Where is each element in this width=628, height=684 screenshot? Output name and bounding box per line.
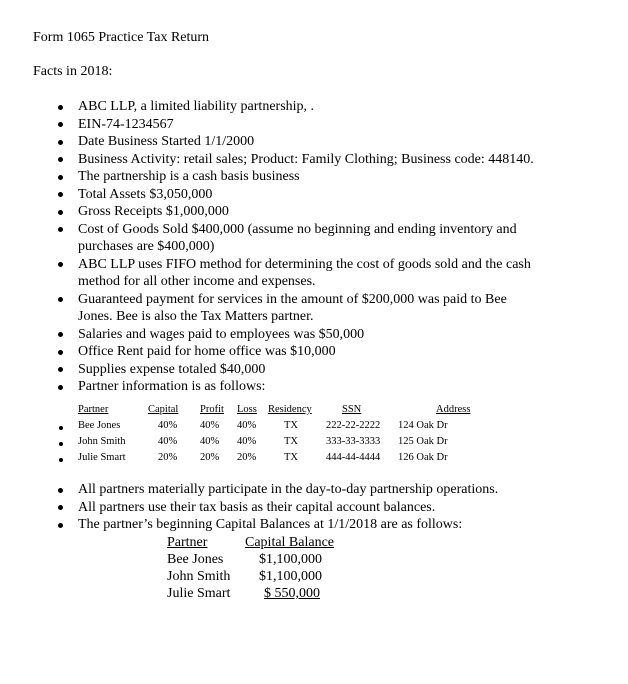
header-residency: Residency	[268, 404, 312, 415]
cap-row-balance: $ 550,000	[264, 586, 320, 601]
fact-item: The partner’s beginning Capital Balances at 1/1/2018 are as follows:	[0, 516, 628, 534]
cap-header-balance: Capital Balance	[245, 535, 335, 550]
fact-text: Guaranteed payment for services in the amount of $200,000 was paid to Bee Jones. Bee is also the Tax Matters partner.	[78, 291, 507, 324]
bullet-icon	[59, 426, 63, 430]
cap-row-partner: Julie Smart	[167, 586, 231, 601]
fact-item	[0, 291, 628, 326]
fact-item: EIN-74-1234567	[0, 116, 628, 134]
facts-after-list	[0, 481, 628, 534]
document-title: Form 1065 Practice Tax Return	[33, 30, 210, 45]
cell-capital: 40%	[158, 436, 178, 447]
cell-residency: TX	[284, 436, 298, 447]
cell-profit: 40%	[200, 436, 220, 447]
fact-item	[0, 221, 628, 256]
fact-item: All partners materially participate in the day-to-day partnership operations.	[0, 481, 628, 499]
bullet-icon	[59, 458, 63, 462]
partner-table-header	[0, 404, 628, 420]
fact-item: Total Assets $3,050,000	[0, 186, 628, 204]
cell-capital: 40%	[158, 420, 178, 431]
header-address: Address	[436, 404, 471, 415]
bullet-icon	[59, 442, 63, 446]
cell-ssn: 444-44-4444	[326, 452, 381, 463]
table-row	[0, 420, 628, 436]
cap-row-balance: $1,100,000	[259, 552, 322, 567]
facts-list	[0, 98, 628, 396]
fact-text: ABC LLP uses FIFO method for determining the cost of goods sold and the cash method for all other income and expenses.	[78, 256, 531, 289]
cell-partner: Bee Jones	[78, 420, 121, 431]
cell-address: 125 Oak Dr	[398, 436, 448, 447]
cell-profit: 20%	[200, 452, 220, 463]
header-partner: Partner	[78, 404, 109, 415]
table-row	[0, 436, 628, 452]
fact-item: Business Activity: retail sales; Product: Family Clothing; Business code: 448140.	[0, 151, 628, 169]
fact-text: Cost of Goods Sold $400,000 (assume no beginning and ending inventory and purchases are $400,000)	[78, 221, 517, 254]
fact-item: The partnership is a cash basis business	[0, 168, 628, 186]
header-profit: Profit	[200, 404, 224, 415]
partner-table	[0, 404, 628, 468]
cell-capital: 20%	[158, 452, 178, 463]
facts-heading: Facts in 2018:	[33, 64, 113, 79]
cap-row-partner: John Smith	[167, 569, 231, 584]
cell-partner: Julie Smart	[78, 452, 126, 463]
header-ssn: SSN	[342, 404, 362, 415]
fact-item: Partner information is as follows:	[0, 378, 628, 396]
fact-item: Date Business Started 1/1/2000	[0, 133, 628, 151]
cell-ssn: 222-22-2222	[326, 420, 381, 431]
header-capital: Capital	[148, 404, 179, 415]
cap-row-balance: $1,100,000	[259, 569, 322, 584]
table-row	[0, 452, 628, 468]
fact-item: ABC LLP, a limited liability partnership, .	[0, 98, 628, 116]
cell-partner: John Smith	[78, 436, 126, 447]
fact-item: Office Rent paid for home office was $10,000	[0, 343, 628, 361]
cell-residency: TX	[284, 452, 298, 463]
cap-row-partner: Bee Jones	[167, 552, 224, 567]
cell-address: 126 Oak Dr	[398, 452, 448, 463]
fact-item	[0, 256, 628, 291]
cap-header-partner: Partner	[167, 535, 208, 550]
cell-loss: 20%	[237, 452, 257, 463]
cell-ssn: 333-33-3333	[326, 436, 381, 447]
header-loss: Loss	[237, 404, 257, 415]
fact-item: Gross Receipts $1,000,000	[0, 203, 628, 221]
fact-item: Supplies expense totaled $40,000	[0, 361, 628, 379]
cell-address: 124 Oak Dr	[398, 420, 448, 431]
cell-loss: 40%	[237, 420, 257, 431]
cell-loss: 40%	[237, 436, 257, 447]
cell-profit: 40%	[200, 420, 220, 431]
fact-item: All partners use their tax basis as their capital account balances.	[0, 499, 628, 517]
cell-residency: TX	[284, 420, 298, 431]
fact-item: Salaries and wages paid to employees was $50,000	[0, 326, 628, 344]
